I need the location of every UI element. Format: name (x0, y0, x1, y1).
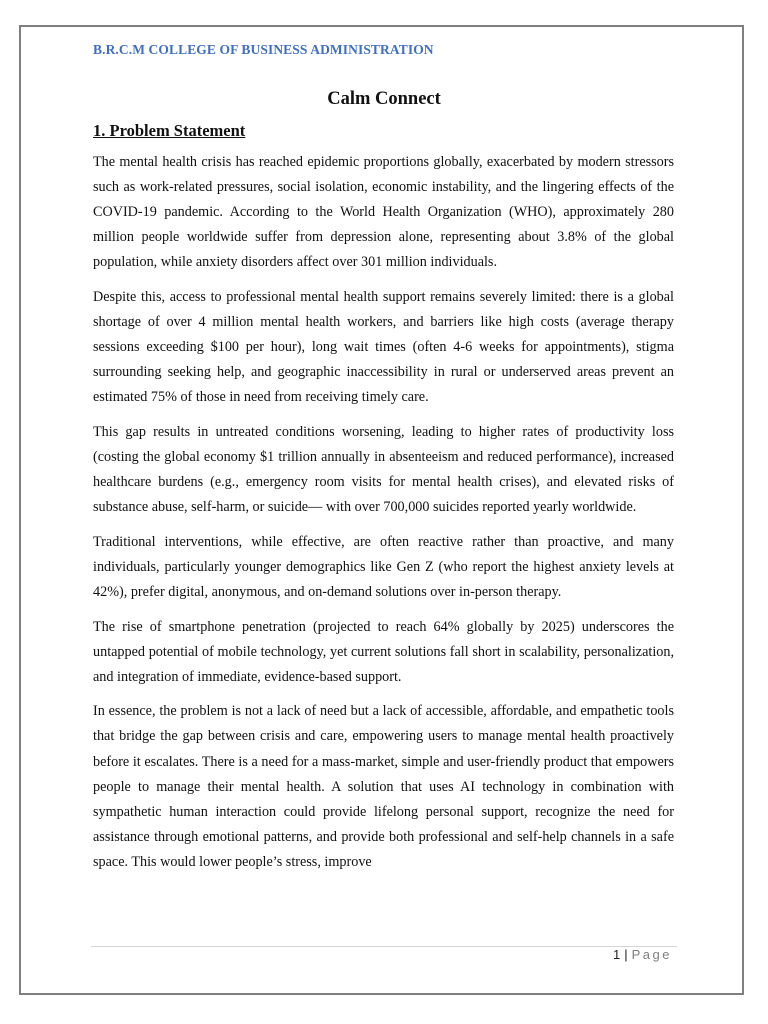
college-header: B.R.C.M COLLEGE OF BUSINESS ADMINISTRATION (93, 42, 434, 57)
paragraph: This gap results in untreated conditions worsening, leading to higher rates of productivity loss (costing the global economy $1 trillion annually in absenteeism and reduced performance), increased healthcare burdens (e.g., emergency room visits for mental health crises), and elevated risks of substance abuse, self-harm, or suicide— with over 700,000 suicides reported yearly worldwide. (93, 423, 674, 516)
paragraph: In essence, the problem is not a lack of need but a lack of accessible, affordable, and empathetic tools that bridge the gap between crisis and care, empowering users to manage mental health proactively before it escalates. There is a need for a mass-market, simple and user-friendly product that empowers people to manage their mental health. A solution that uses AI technology in combination with sympathetic human interaction could provide lifelong personal support, recognize the need for assistance through emotional patterns, and provide both professional and self-help channels in a safe space. This would lower people’s stress, improve (93, 703, 674, 870)
paragraph: The rise of smartphone penetration (projected to reach 64% globally by 2025) underscores the untapped potential of mobile technology, yet current solutions fall short in scalability, personalization, and integration of immediate, evidence-based support. (93, 618, 674, 685)
paragraph: Despite this, access to professional mental health support remains severely limited: there is a global shortage of over 4 million mental health workers, and barriers like high costs (average therapy sessions exceeding $100 per hour), long wait times (often 4-6 weeks for appointments), stigma surrounding seeking help, and geographic inaccessibility in rural or underserved areas prevent an estimated 75% of those in need from receiving timely care. (93, 288, 674, 406)
section-heading: 1. Problem Statement (93, 121, 246, 140)
page-footer (613, 947, 672, 962)
footer-separator: | (624, 947, 628, 962)
body-text (93, 150, 674, 885)
paragraph: The mental health crisis has reached epidemic proportions globally, exacerbated by modern stressors such as work-related pressures, social isolation, economic instability, and the lingering effects of the COVID-19 pandemic. According to the World Health Organization (WHO), approximately 280 million people worldwide suffer from depression alone, representing about 3.8% of the global population, while anxiety disorders affect over 301 million individuals. (93, 154, 674, 271)
page-label: Page (631, 947, 672, 962)
page-number: 1 (613, 947, 621, 962)
paragraph: Traditional interventions, while effective, are often reactive rather than proactive, and many individuals, particularly younger demographics like Gen Z (who report the highest anxiety levels at 42%), prefer digital, anonymous, and on-demand solutions over in-person therapy. (93, 533, 674, 600)
document-title: Calm Connect (327, 89, 441, 109)
footer-divider (91, 946, 677, 947)
